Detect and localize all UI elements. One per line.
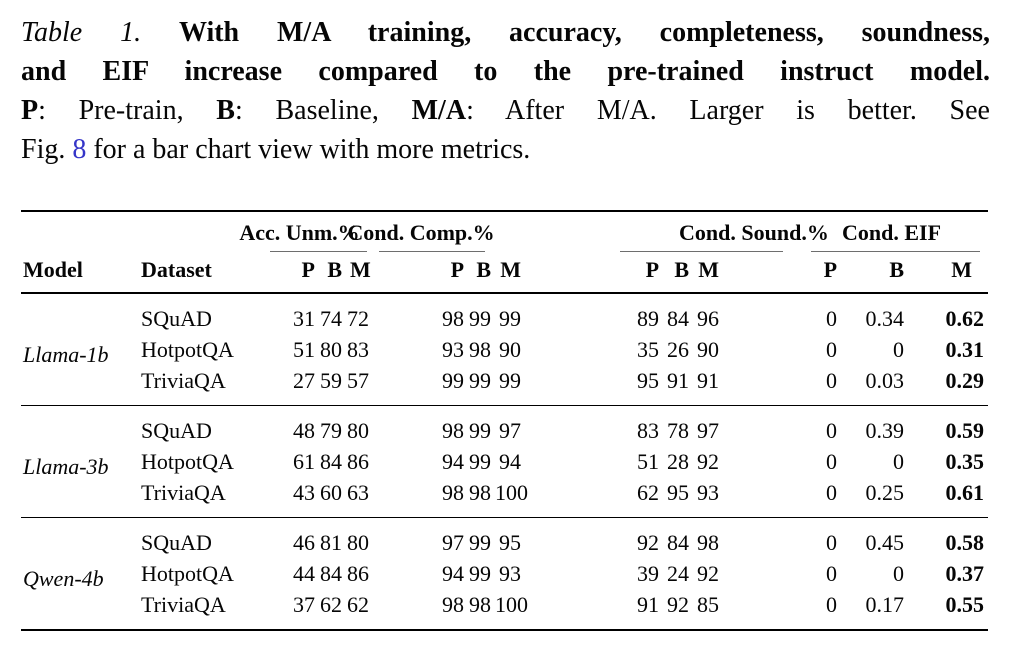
subheader-sound-b: B	[663, 252, 693, 293]
model-name: Llama-1b	[23, 341, 109, 367]
cell-value: 91	[637, 592, 660, 617]
cell-value: 92	[697, 449, 720, 474]
cell-value: 98	[442, 480, 465, 505]
subheader-comp-p: P	[373, 252, 468, 293]
cell-value: 31	[293, 306, 315, 331]
dataset-name: SQuAD	[141, 306, 212, 331]
cell-value: 0.61	[945, 480, 985, 505]
cell-value: 92	[525, 518, 663, 559]
legend-def-b: : Baseline,	[234, 95, 412, 126]
subheader-acc-m: M	[346, 252, 373, 293]
cell-value: 98	[442, 306, 465, 331]
group-header-row	[21, 211, 988, 252]
cell-value: 0.39	[841, 406, 908, 447]
table-row	[21, 558, 988, 589]
column-header-dataset: Dataset	[139, 252, 264, 293]
cell-value: 95	[667, 480, 690, 505]
legend-term-b: B	[216, 95, 235, 126]
cell-value: 93	[697, 480, 720, 505]
cell-value: 28	[667, 449, 690, 474]
table-caption	[21, 13, 990, 169]
dataset-name: SQuAD	[139, 406, 264, 447]
cell-value: 72	[347, 306, 370, 331]
cell-value: 51	[637, 449, 660, 474]
cell-value: 99	[499, 306, 522, 331]
cell-value: 99	[468, 406, 495, 447]
table-row	[21, 446, 988, 477]
cell-value: 98	[442, 592, 465, 617]
table-row	[21, 477, 988, 518]
dataset-name: HotpotQA	[141, 561, 234, 586]
cell-value: 92	[667, 592, 690, 617]
cell-value: 99	[442, 368, 465, 393]
cell-value: 46	[264, 518, 319, 559]
dataset-name: TriviaQA	[141, 480, 226, 505]
table-row	[21, 334, 988, 365]
cell-value: 60	[320, 480, 342, 505]
cell-value: 100	[495, 592, 529, 617]
cell-value: 0	[826, 480, 838, 505]
cell-value: 94	[499, 449, 522, 474]
cell-value: 57	[347, 368, 370, 393]
cell-value: 98	[693, 518, 723, 559]
cell-value: 97	[693, 406, 723, 447]
fig-8-link[interactable]: 8	[72, 134, 87, 165]
cell-value: 0.59	[908, 406, 988, 447]
cell-value: 0.25	[865, 480, 905, 505]
cell-value: 99	[469, 449, 492, 474]
column-header-model: Model	[21, 252, 139, 293]
cell-value: 84	[667, 306, 690, 331]
cell-value: 92	[697, 561, 720, 586]
subheader-comp-m: M	[495, 252, 525, 293]
cell-value: 84	[320, 561, 342, 586]
subheader-acc-b: B	[319, 252, 346, 293]
dataset-name: SQuAD	[139, 518, 264, 559]
caption-line-4	[21, 130, 990, 169]
legend-def-p: : Pre-train,	[38, 95, 217, 126]
cell-value: 95	[637, 368, 660, 393]
cell-value: 91	[667, 368, 690, 393]
cell-value: 96	[697, 306, 720, 331]
cell-value: 98	[469, 337, 492, 362]
model-name: Qwen-4b	[21, 518, 139, 631]
cell-value: 84	[320, 449, 342, 474]
cell-value: 84	[663, 518, 693, 559]
subheader-eif-b: B	[841, 252, 908, 293]
caption-headline-1: With M/A training, accuracy, completeness, soundness,	[178, 17, 991, 48]
cell-value: 90	[499, 337, 522, 362]
group-label: Cond. Sound.%	[679, 220, 829, 245]
results-table	[21, 210, 988, 631]
subheader-eif-p: P	[723, 252, 841, 293]
cell-value: 0	[893, 449, 905, 474]
cell-value: 0	[826, 306, 838, 331]
cell-value: 0	[826, 368, 838, 393]
dataset-name: HotpotQA	[141, 337, 234, 362]
model-name: Llama-3b	[21, 406, 139, 518]
cell-value: 74	[320, 306, 342, 331]
cell-value: 0.45	[841, 518, 908, 559]
subheader-row	[21, 252, 988, 293]
cell-value: 62	[320, 592, 342, 617]
dataset-name: TriviaQA	[141, 368, 226, 393]
cell-value: 0.35	[945, 449, 985, 474]
cell-value: 81	[319, 518, 346, 559]
cell-value: 97	[373, 518, 468, 559]
cell-value: 35	[637, 337, 660, 362]
legend-term-p: P	[21, 95, 39, 126]
table-row	[21, 589, 988, 630]
cell-value: 95	[495, 518, 525, 559]
cell-value: 0.29	[945, 368, 985, 393]
subheader-acc-p: P	[264, 252, 319, 293]
group-label: Cond. EIF	[842, 220, 942, 245]
group-label: Acc. Unm.%	[239, 220, 360, 245]
subheader-comp-b: B	[468, 252, 495, 293]
table-row	[21, 518, 988, 559]
cell-value: 0.31	[945, 337, 985, 362]
cell-value: 0	[893, 561, 905, 586]
caption-line-3	[21, 91, 990, 130]
cell-value: 79	[319, 406, 346, 447]
group-header-cond-sound	[525, 211, 829, 252]
cell-value: 44	[293, 561, 315, 586]
group-header-blank	[21, 211, 264, 252]
cell-value: 37	[293, 592, 315, 617]
caption-headline-2: and EIF increase compared to the pre-trained instruct model.	[21, 56, 990, 87]
cell-value: 62	[637, 480, 660, 505]
cell-value: 100	[495, 480, 529, 505]
cell-value: 24	[667, 561, 690, 586]
cell-value: 89	[637, 306, 660, 331]
cell-value: 78	[663, 406, 693, 447]
cell-value: 0	[723, 518, 841, 559]
cell-value: 90	[697, 337, 720, 362]
cell-value: 80	[346, 518, 373, 559]
fig-reference-suffix: for a bar chart view with more metrics.	[86, 134, 531, 165]
cell-value: 0	[826, 449, 838, 474]
cell-value: 94	[442, 449, 465, 474]
subheader-sound-p: P	[525, 252, 663, 293]
dataset-name: TriviaQA	[141, 592, 226, 617]
legend-term-ma: M/A	[411, 95, 467, 126]
cell-value: 94	[442, 561, 465, 586]
subheader-sound-m: M	[693, 252, 723, 293]
cell-value: 0	[723, 406, 841, 447]
cell-value: 98	[469, 592, 492, 617]
cell-value: 80	[320, 337, 342, 362]
cell-value: 0	[893, 337, 905, 362]
subheader-eif-m: M	[908, 252, 988, 293]
cell-value: 97	[495, 406, 525, 447]
table-row	[21, 293, 988, 334]
caption-line-2	[21, 52, 990, 91]
cell-value: 98	[469, 480, 492, 505]
cell-value: 51	[293, 337, 315, 362]
cell-value: 93	[499, 561, 522, 586]
caption-table-label: Table 1.	[21, 17, 142, 48]
cell-value: 0	[826, 337, 838, 362]
cell-value: 85	[697, 592, 720, 617]
cell-value: 98	[373, 406, 468, 447]
table-row	[21, 365, 988, 406]
cell-value: 39	[637, 561, 660, 586]
cell-value: 43	[293, 480, 315, 505]
cell-value: 99	[499, 368, 522, 393]
cell-value: 83	[347, 337, 370, 362]
cell-value: 0.37	[945, 561, 985, 586]
cell-value: 48	[264, 406, 319, 447]
cell-value: 83	[525, 406, 663, 447]
caption-line-1	[21, 13, 990, 52]
cell-value: 0.17	[865, 592, 905, 617]
cell-value: 91	[697, 368, 720, 393]
cell-value: 0.03	[865, 368, 905, 393]
fig-reference-prefix: Fig.	[21, 134, 73, 165]
cell-value: 0.55	[945, 592, 985, 617]
cell-value: 62	[347, 592, 370, 617]
cell-value: 0	[826, 561, 838, 586]
table-row	[21, 406, 988, 447]
legend-def-ma: : After M/A. Larger is better. See	[466, 95, 990, 126]
cell-value: 80	[346, 406, 373, 447]
cell-value: 0.34	[865, 306, 905, 331]
cell-value: 0.58	[908, 518, 988, 559]
cell-value: 99	[468, 518, 495, 559]
cell-value: 86	[347, 561, 370, 586]
group-header-cond-comp	[347, 211, 525, 252]
cell-value: 93	[442, 337, 465, 362]
cell-value: 99	[469, 561, 492, 586]
dataset-name: HotpotQA	[141, 449, 234, 474]
cell-value: 0	[826, 592, 838, 617]
cell-value: 63	[347, 480, 370, 505]
cell-value: 99	[469, 306, 492, 331]
cell-value: 59	[320, 368, 342, 393]
cell-value: 27	[293, 368, 315, 393]
group-label: Cond. Comp.%	[347, 220, 495, 245]
cell-value: 0.62	[945, 306, 985, 331]
cell-value: 61	[293, 449, 315, 474]
cell-value: 26	[667, 337, 690, 362]
cell-value: 99	[469, 368, 492, 393]
cell-value: 86	[347, 449, 370, 474]
